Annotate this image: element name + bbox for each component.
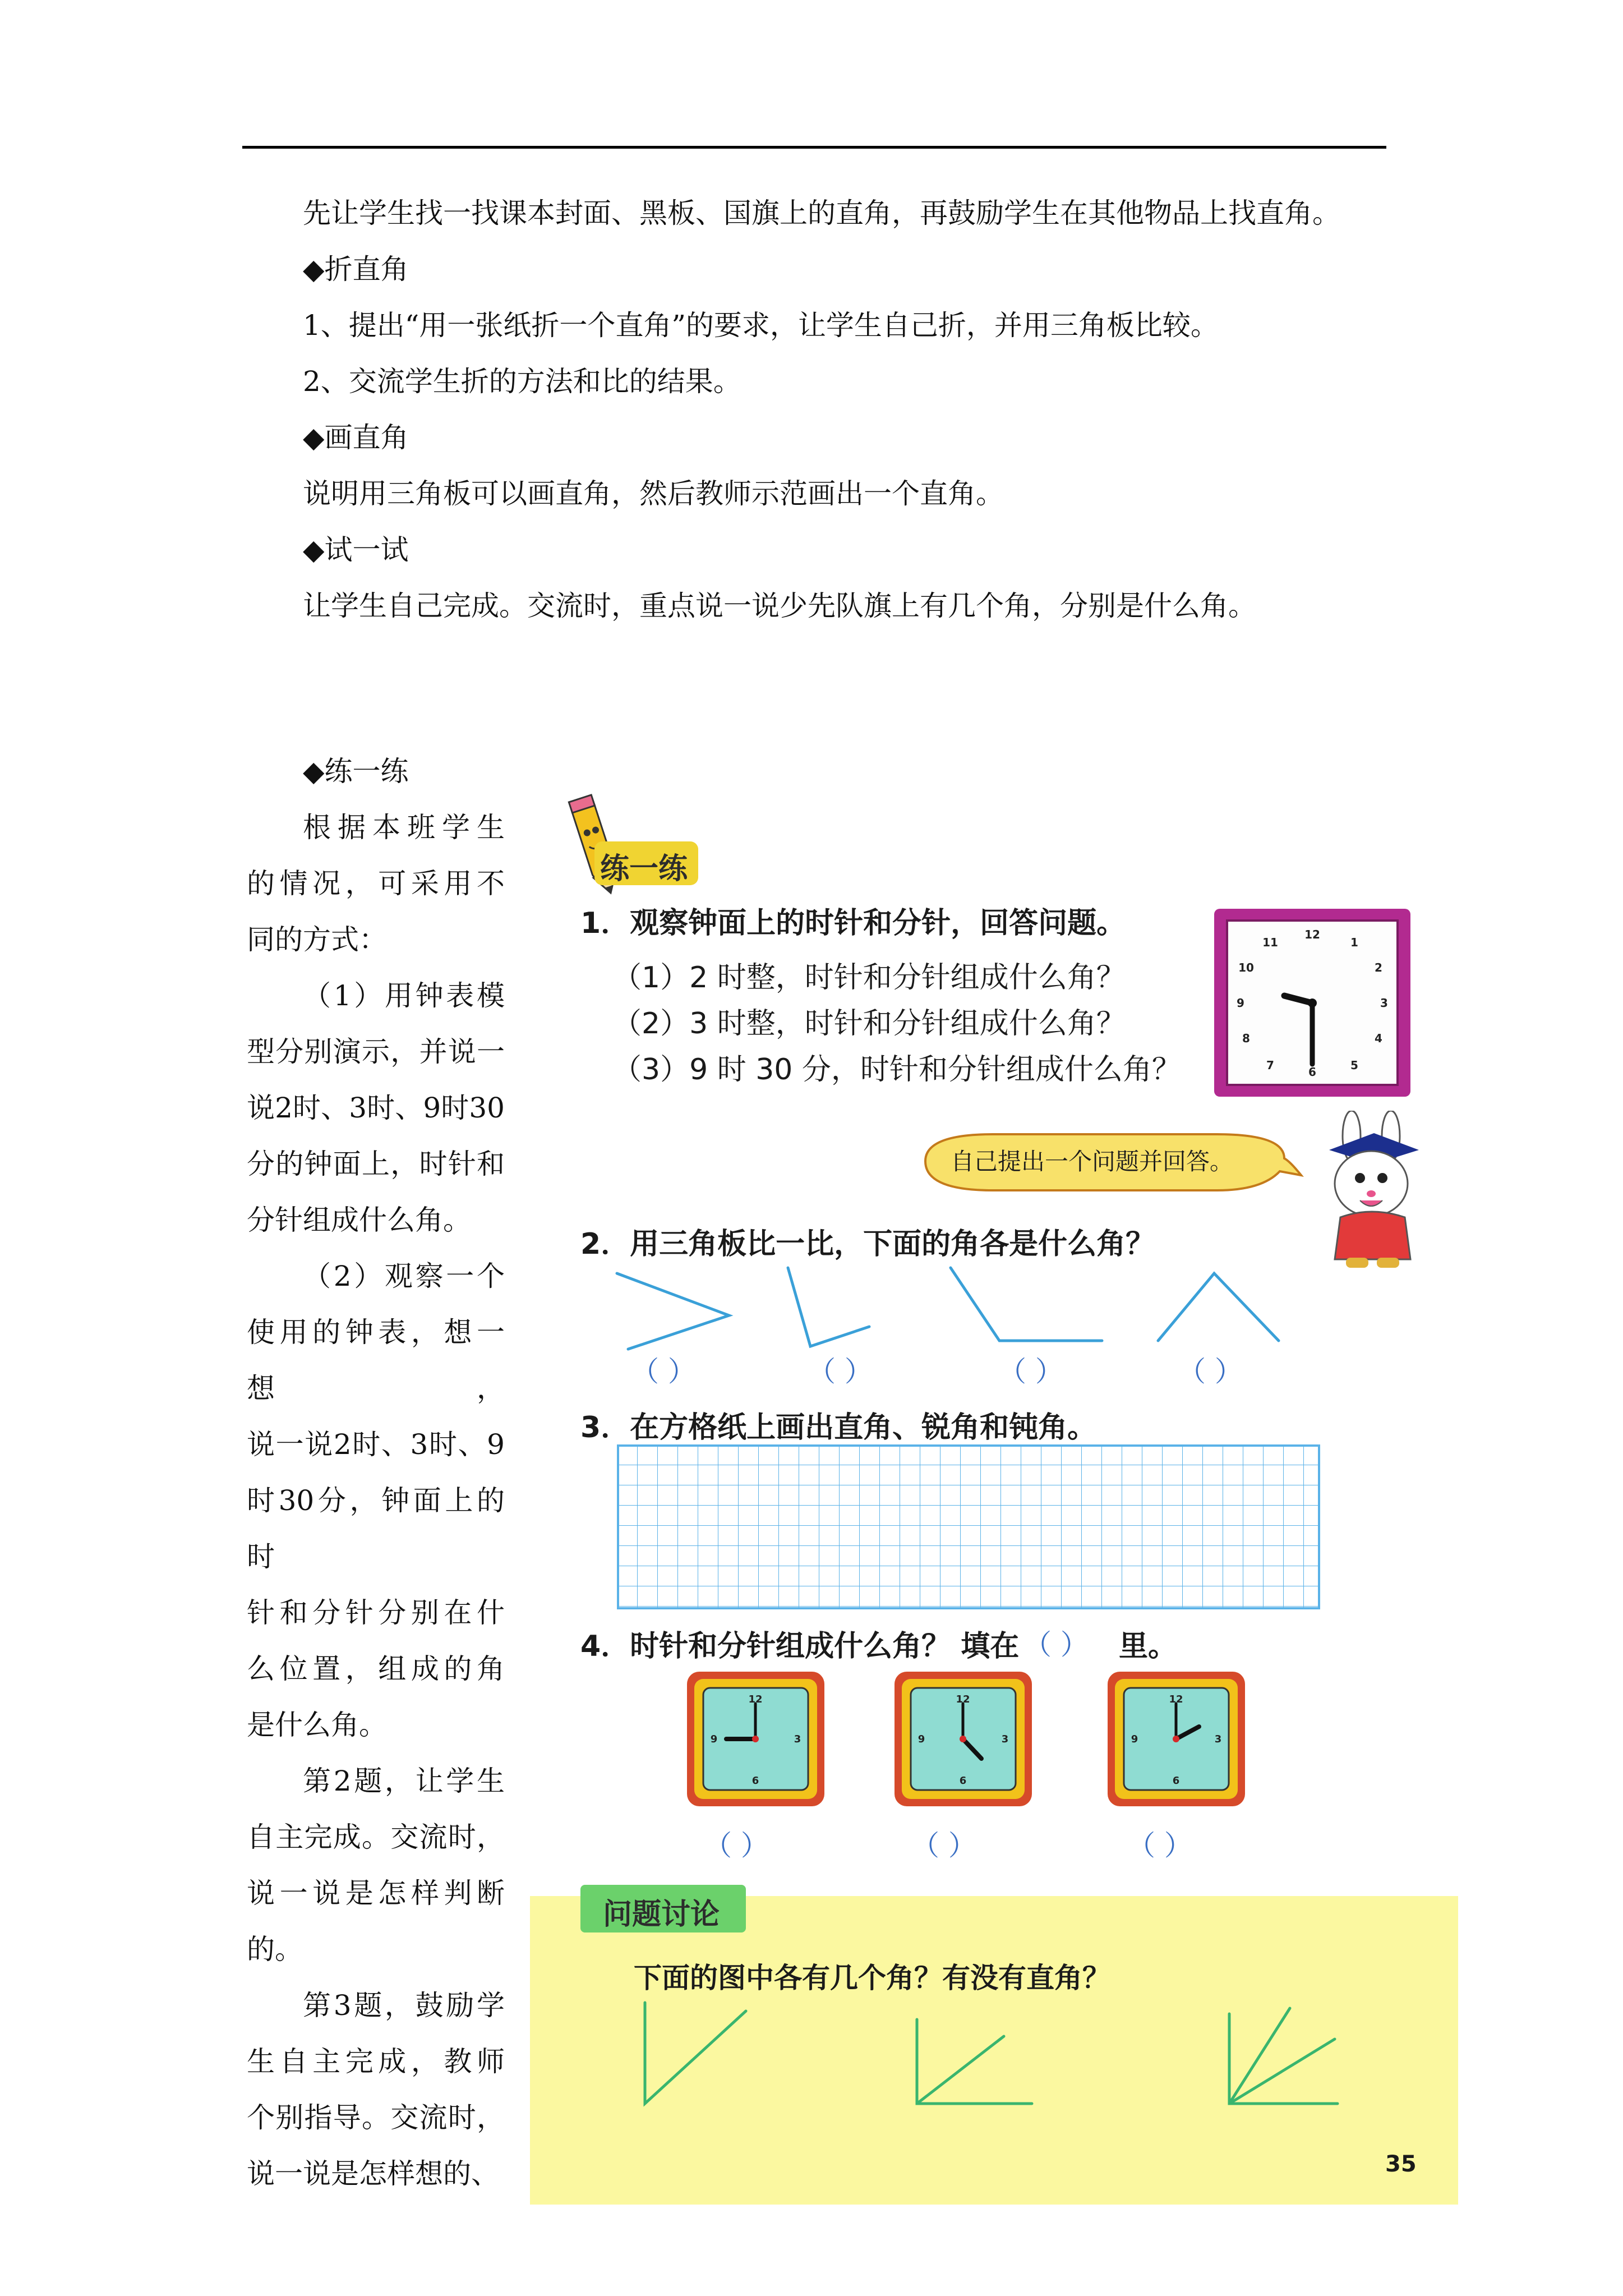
svg-text:12: 12 <box>748 1694 763 1705</box>
answer-paren: （ ） <box>808 1355 873 1388</box>
side-line: 说一说是怎样判断 <box>247 1877 505 1910</box>
discussion-banner-label: 问题讨论 <box>603 1898 720 1931</box>
page-number: 35 <box>1385 2151 1417 2177</box>
svg-text:12: 12 <box>956 1694 970 1705</box>
practice-banner-label: 练一练 <box>600 852 688 886</box>
side-line: 根据本班学生 <box>303 811 505 844</box>
side-line: 么位置，组成的角 <box>247 1653 505 1685</box>
side-line: 分针组成什么角。 <box>247 1204 471 1236</box>
paragraph: 1、提出“用一张纸折一个直角”的要求，让学生自己折，并用三角板比较。 <box>303 309 1219 342</box>
paragraph: 2、交流学生折的方法和比的结果。 <box>303 365 741 398</box>
side-line: 个别指导。交流时， <box>247 2101 505 2134</box>
side-line: 的。 <box>247 1933 303 1966</box>
clock-number: 4 <box>1375 1032 1382 1045</box>
clock-number: 3 <box>1380 996 1388 1010</box>
svg-text:9: 9 <box>917 1733 925 1745</box>
paragraph: 说明用三角板可以画直角，然后教师示范画出一个直角。 <box>303 477 1004 510</box>
clock-number: 10 <box>1238 961 1254 974</box>
side-line: （1）用钟表模 <box>303 979 505 1012</box>
angle-figures <box>606 1257 1301 1358</box>
section-heading: ◆试一试 <box>303 533 409 566</box>
discussion-angle-figures <box>634 1997 1363 2120</box>
side-line: 针和分针分别在什 <box>247 1596 505 1629</box>
side-line: 说一说是怎样想的、 <box>247 2157 499 2190</box>
side-line: 的情况，可采用不 <box>247 867 505 900</box>
svg-text:9: 9 <box>1131 1733 1138 1745</box>
question-2: 2．用三角板比一比，下面的角各是什么角？ <box>580 1227 1155 1261</box>
answer-paren: （ ） <box>1178 1355 1243 1388</box>
section-heading: ◆画直角 <box>303 421 409 454</box>
clock-number: 2 <box>1375 961 1382 974</box>
side-line: 分的钟面上，时针和 <box>247 1148 505 1180</box>
svg-text:6: 6 <box>751 1775 759 1787</box>
clock-number: 9 <box>1237 996 1244 1010</box>
svg-text:3: 3 <box>1001 1733 1009 1745</box>
square-clock-icon <box>1211 906 1413 1099</box>
svg-text:9: 9 <box>710 1733 718 1745</box>
clock-number: 8 <box>1242 1032 1250 1045</box>
question-4: 4．时针和分针组成什么角？ 填在 <box>580 1630 1020 1663</box>
rabbit-teacher-icon <box>1312 1111 1436 1273</box>
section-heading: ◆折直角 <box>303 253 409 286</box>
clock-number: 1 <box>1350 936 1358 949</box>
answer-paren: （ ） <box>1127 1829 1192 1862</box>
paragraph: 让学生自己完成。交流时，重点说一说少先队旗上有几个角，分别是什么角。 <box>303 590 1256 622</box>
svg-text:3: 3 <box>1214 1733 1222 1745</box>
header-rule <box>242 146 1386 149</box>
speech-bubble-text: 自己提出一个问题并回答。 <box>951 1148 1234 1175</box>
answer-paren: （ ） <box>1023 1628 1089 1661</box>
svg-text:6: 6 <box>959 1775 967 1787</box>
svg-text:12: 12 <box>1169 1694 1183 1705</box>
question-4-suffix: 里。 <box>1119 1630 1178 1663</box>
small-clock-icon <box>684 1669 830 1812</box>
answer-paren: （ ） <box>911 1829 976 1862</box>
answer-paren: （ ） <box>998 1355 1063 1388</box>
side-line: （2）观察一个 <box>303 1260 505 1292</box>
side-line: 自主完成。交流时， <box>247 1821 505 1853</box>
small-clock-icon <box>1105 1669 1251 1812</box>
question-1-sub: （1）2 时整，时针和分针组成什么角？ <box>612 961 1126 995</box>
clock-number: 12 <box>1304 928 1320 941</box>
side-line: 说一说2时、3时、9 <box>247 1428 505 1461</box>
question-1-sub: （2）3 时整，时针和分针组成什么角？ <box>612 1007 1126 1041</box>
discussion-question: 下面的图中各有几个角？有没有直角？ <box>634 1962 1110 1994</box>
clock-number: 6 <box>1308 1065 1316 1079</box>
question-1-sub: （3）9 时 30 分，时针和分针组成什么角？ <box>612 1053 1181 1087</box>
svg-text:3: 3 <box>794 1733 801 1745</box>
side-line: 生自主完成，教师 <box>247 2045 505 2078</box>
clock-number: 5 <box>1350 1059 1358 1072</box>
side-line: 型分别演示，并说一 <box>247 1036 505 1068</box>
svg-text:6: 6 <box>1172 1775 1180 1787</box>
side-heading: ◆练一练 <box>303 755 409 788</box>
side-line: 同的方式： <box>247 923 387 956</box>
small-clock-icon <box>892 1669 1038 1812</box>
side-line: 时30分，钟面上的时 <box>247 1484 505 1573</box>
clock-number: 11 <box>1262 936 1278 949</box>
grid-paper <box>617 1444 1324 1613</box>
side-notes <box>247 743 505 2202</box>
answer-paren: （ ） <box>631 1355 696 1388</box>
side-line: 说2时、3时、9时30 <box>247 1092 505 1124</box>
paragraph: 先让学生找一找课本封面、黑板、国旗上的直角，再鼓励学生在其他物品上找直角。 <box>303 197 1340 229</box>
side-line: 使用的钟表，想一想， <box>247 1316 505 1405</box>
question-1: 1．观察钟面上的时针和分针，回答问题。 <box>580 907 1126 940</box>
question-3: 3．在方格纸上画出直角、锐角和钝角。 <box>580 1411 1097 1444</box>
clock-number: 7 <box>1266 1059 1274 1072</box>
answer-paren: （ ） <box>704 1829 769 1862</box>
side-line: 是什么角。 <box>247 1709 387 1741</box>
side-line: 第3题，鼓励学 <box>303 1989 505 2022</box>
side-line: 第2题，让学生 <box>303 1765 505 1797</box>
